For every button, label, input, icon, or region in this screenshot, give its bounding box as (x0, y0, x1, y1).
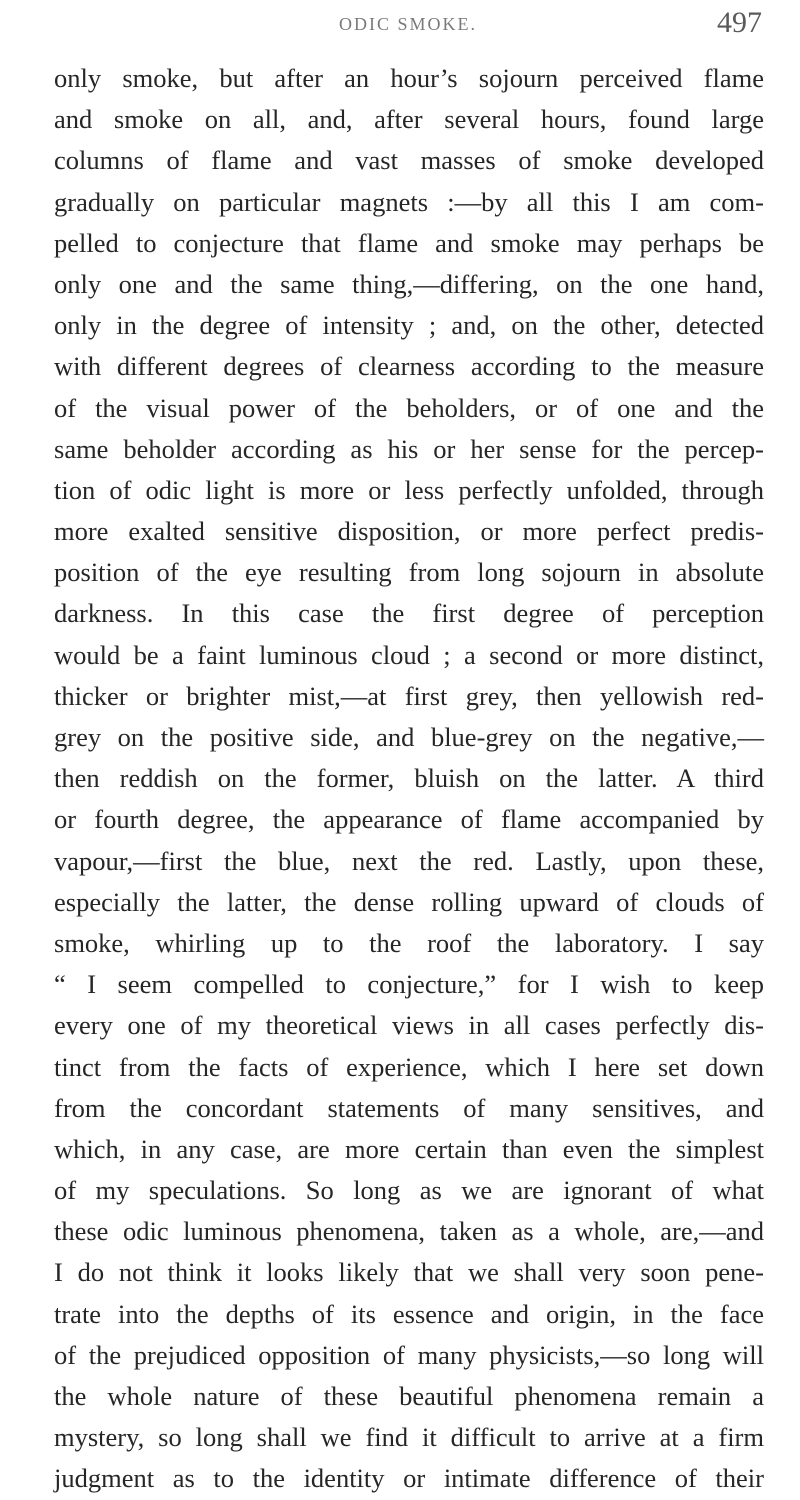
text-line: which, in any case, are more certain than even the simplest (54, 1133, 764, 1164)
text-line: of the visual power of the beholders, or of one and the (54, 392, 764, 423)
text-line: would be a faint luminous cloud ; a second or more distinct, (54, 639, 764, 670)
text-line: smoke, whirling up to the roof the laboratory. I say (54, 927, 764, 958)
text-line: same beholder according as his or her sense for the percep- (54, 433, 764, 464)
text-line: only in the degree of intensity ; and, on the other, detected (54, 310, 764, 341)
text-line: columns of flame and vast masses of smoke developed (54, 145, 764, 176)
text-line: tinct from the facts of experience, which I here set down (54, 1051, 764, 1082)
running-head (54, 6, 762, 46)
text-line: “ I seem compelled to conjecture,” for I wish to keep (54, 969, 764, 1000)
text-line: trate into the depths of its essence and origin, in the face (54, 1298, 764, 1329)
text-line: gradually on particular magnets :—by all this I am com- (54, 186, 764, 217)
text-line: position of the eye resulting from long sojourn in absolute (54, 557, 764, 588)
text-line: the whole nature of these beautiful phenomena remain a (54, 1381, 764, 1411)
text-line: of my speculations. So long as we are ignorant of what (54, 1175, 764, 1206)
text-line: these odic luminous phenomena, taken as a whole, are,—and (54, 1216, 764, 1247)
text-line: from the concordant statements of many sensitives, and (54, 1092, 764, 1123)
text-line: mystery, so long shall we find it difficult to arrive at a firm (54, 1422, 764, 1453)
text-line: judgment as to the identity or intimate difference of their (54, 1463, 764, 1494)
text-line: darkness. In this case the first degree of perception (54, 598, 764, 629)
text-line: then reddish on the former, bluish on the latter. A third (54, 763, 764, 794)
text-line: only one and the same thing,—differing, on the one hand, (54, 268, 764, 299)
text-line: grey on the positive side, and blue-grey on the negative,— (54, 722, 764, 752)
text-line: and smoke on all, and, after several hours, found large (54, 104, 764, 135)
text-line: only smoke, but after an hour’s sojourn perceived flame (54, 63, 764, 93)
text-line: or fourth degree, the appearance of flame accompanied by (54, 804, 764, 835)
page-number: 497 (717, 6, 762, 39)
text-line: I do not think it looks likely that we shall very soon pene- (54, 1257, 764, 1288)
body-text (54, 58, 764, 1500)
text-line: especially the latter, the dense rolling upward of clouds of (54, 886, 764, 917)
text-line: pelled to conjecture that flame and smoke may perhaps be (54, 227, 764, 258)
text-line: every one of my theoretical views in all cases perfectly dis- (54, 1010, 764, 1041)
text-line: of the prejudiced opposition of many physicists,—so long will (54, 1339, 764, 1370)
text-line: tion of odic light is more or less perfectly unfolded, through (54, 474, 764, 505)
text-line: vapour,—first the blue, next the red. Lastly, upon these, (54, 845, 764, 876)
text-line: with different degrees of clearness according to the measure (54, 351, 764, 382)
text-line: thicker or brighter mist,—at first grey, then yellowish red- (54, 680, 764, 711)
text-line: more exalted sensitive disposition, or more perfect predis- (54, 516, 764, 547)
running-title: ODIC SMOKE. (338, 14, 477, 34)
